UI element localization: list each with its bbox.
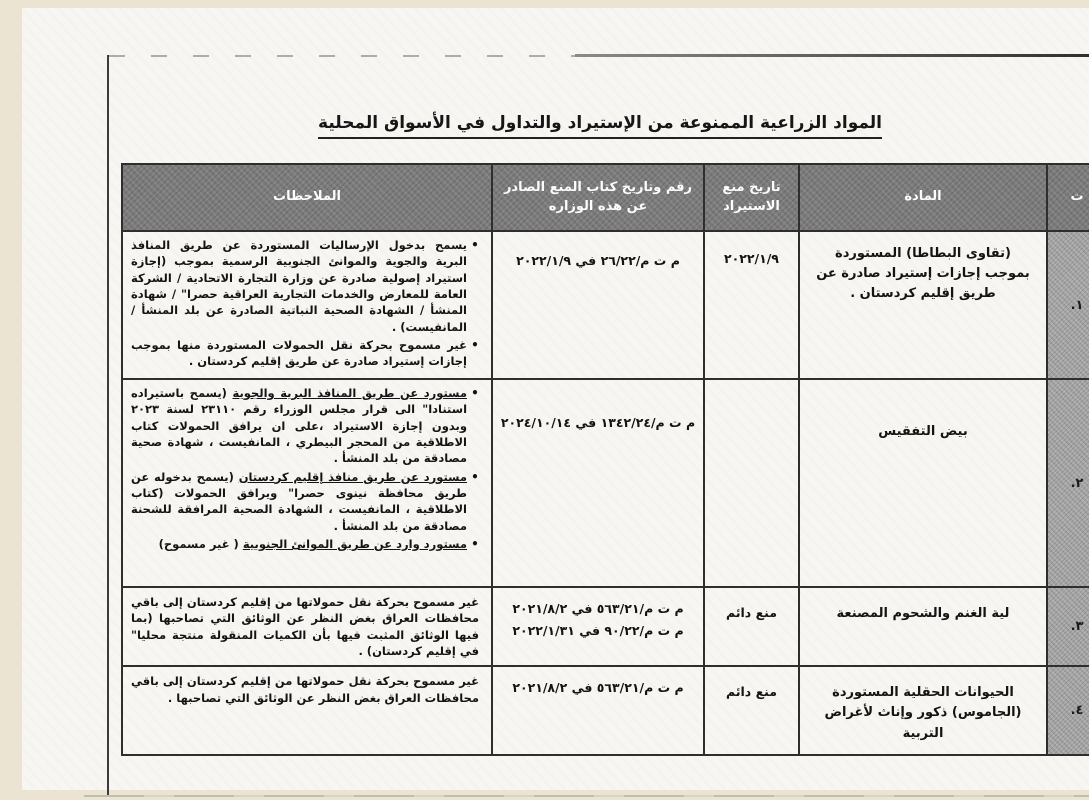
ban-date-cell [704, 379, 799, 587]
material-cell: بيض التفقيس [799, 379, 1047, 587]
material-cell: (تقاوى البطاطا) المستوردة بموجب إجازات إستيراد صادرة عن طريق إقليم كردستان . [799, 231, 1047, 379]
note-underlined-lead: مستورد عن طريق المنافذ البرية والجوية [232, 386, 467, 400]
notes-cell [122, 379, 492, 587]
table-header-row [122, 164, 1089, 231]
ban-date-cell: منع دائم [704, 666, 799, 754]
page-frame-bottom-line [84, 795, 1089, 797]
ban-letter-cell [492, 379, 704, 587]
table-row [122, 587, 1089, 666]
ban-letter-cell [492, 231, 704, 379]
note-underlined-lead: مستورد وارد عن طريق الموانئ الجنوبية [242, 536, 467, 551]
page-frame-left-line [107, 55, 109, 797]
row-number: .٤ [1070, 703, 1084, 719]
header-number: ت [1047, 164, 1089, 231]
note-text: غير مسموح بحركة نقل حمولاتها من إقليم كردستان إلى باقي محافظات العراق بغض النظر عن الوثائق التي تصاحبها (بما فيها الوثائق المثبت فيها بأن الكميات المنقولة منتجة محليا" في إقليم كردستان) . [131, 595, 479, 658]
table-row [122, 379, 1089, 587]
note-underlined-lead: مستورد عن طريق منافذ إقليم كردستان [238, 469, 467, 484]
note-item [131, 337, 483, 370]
bullet-icon: • [471, 386, 479, 400]
note-text: مستورد عن طريق منافذ إقليم كردستان (يسمح بدخوله عن طريق محافظة نينوى حصرا" ويرافق الحمولات (كتاب الاطلاقية ، المانفيست ، الشهادة الصحية المرافقة للشحنة مصادقة من بلد المنشأ . [131, 469, 467, 533]
ban-date-cell: ٢٠٢٢/١/٩ [704, 231, 799, 379]
table-row [122, 666, 1089, 754]
header-notes: الملاحظات [122, 164, 492, 231]
document-title [250, 113, 950, 139]
notes-cell [122, 231, 492, 379]
row-number: .٣ [1070, 619, 1084, 635]
bullet-icon: • [471, 238, 479, 252]
note-text: مستورد عن طريق المنافذ البرية والجوية (يسمح باستيراده استنادا" الى قرار مجلس الوزراء رقم ٢٣١١٠ لسنة ٢٠٢٣ وبدون إجازة الاستيراد ،على ان يرافق الحمولات كتاب الاطلاقية من المحجر البيطري ، المانفيست ، شهادة صحية مصادقة من بلد المنشأ . [131, 386, 468, 466]
page-frame-top-dashed-line [109, 55, 575, 57]
row-number-cell [1047, 587, 1089, 666]
ban-letter-cell [492, 666, 704, 754]
note-item [131, 673, 483, 706]
row-number-cell [1047, 666, 1089, 754]
page-frame-top-solid-line [575, 54, 1089, 57]
note-indent [479, 673, 483, 706]
note-item [131, 536, 483, 552]
note-text: مستورد وارد عن طريق الموانئ الجنوبية ( غير مسموح) [158, 536, 467, 551]
note-item [131, 594, 483, 659]
note-item [131, 237, 483, 335]
document-title-text: المواد الزراعية الممنوعة من الإستيراد والتداول في الأسواق المحلية [318, 113, 882, 139]
table-row [122, 231, 1089, 379]
material-cell: الحيوانات الحقلية المستوردة (الجاموس) ذكور وإناث لأغراض التربية [799, 666, 1047, 754]
ban-table-container [123, 163, 1089, 756]
note-item [131, 385, 483, 467]
row-number-cell [1047, 231, 1089, 379]
ban-letter-line: م ت م/٩٠/٢٢ في ٢٠٢٢/١/٣١ [512, 622, 684, 638]
notes-cell [122, 666, 492, 754]
material-cell: لية الغنم والشحوم المصنعة [799, 587, 1047, 666]
note-text: يسمح بدخول الإرساليات المستوردة عن طريق المنافذ البرية والجوية والموانئ الجنوبية الرسمية بموجب (إجازة استيراد إصولية صادرة عن وزارة التجارة الاتحادية / الشركة العامة للمعارض والخدمات التجارية العراقية حصرا" / شهادة المنشأ / الشهادة الصحية النباتية الصادرة عن بلد المنشأ / المانفيست) . [131, 238, 467, 334]
ban-letter-cell [492, 587, 704, 666]
ban-letter-line: م ت م/٥٦٣/٢١ في ٢٠٢١/٨/٢ [512, 680, 684, 696]
header-letter-number: رقم وتاريخ كتاب المنع الصادر عن هذه الوزاره [492, 164, 704, 231]
ban-letter-line: م ت م/١٣٤٢/٢٤ في ٢٠٢٤/١٠/١٤ [500, 415, 696, 430]
header-material: المادة [799, 164, 1047, 231]
bullet-icon: • [471, 536, 479, 551]
ban-letter-line: م ت م/٥٦٣/٢١ في ٢٠٢١/٨/٢ [512, 601, 684, 616]
row-number: .١ [1070, 297, 1084, 313]
table-body [122, 231, 1089, 755]
note-item [131, 469, 483, 534]
bullet-icon: • [471, 469, 479, 484]
banned-materials-table [121, 163, 1089, 756]
note-text: غير مسموح بحركة نقل الحمولات المستوردة منها بموجب إجازات إستيراد صادرة عن طريق إقليم كردستان . [131, 337, 467, 369]
ban-date-cell: منع دائم [704, 587, 799, 666]
note-indent [479, 594, 483, 659]
notes-cell [122, 587, 492, 666]
note-text: غير مسموح بحركة نقل حمولاتها من إقليم كردستان إلى باقي محافظات العراق بغض النظر عن الوثائق التي تصاحبها . [131, 674, 479, 705]
ban-letter-line: م ت م/٢٦/٢٢ في ٢٠٢٢/١/٩ [516, 253, 680, 268]
bullet-icon: • [471, 337, 479, 352]
row-number: .٢ [1070, 475, 1084, 491]
header-ban-date: تاريخ منع الاستيراد [704, 164, 799, 231]
row-number-cell [1047, 379, 1089, 587]
